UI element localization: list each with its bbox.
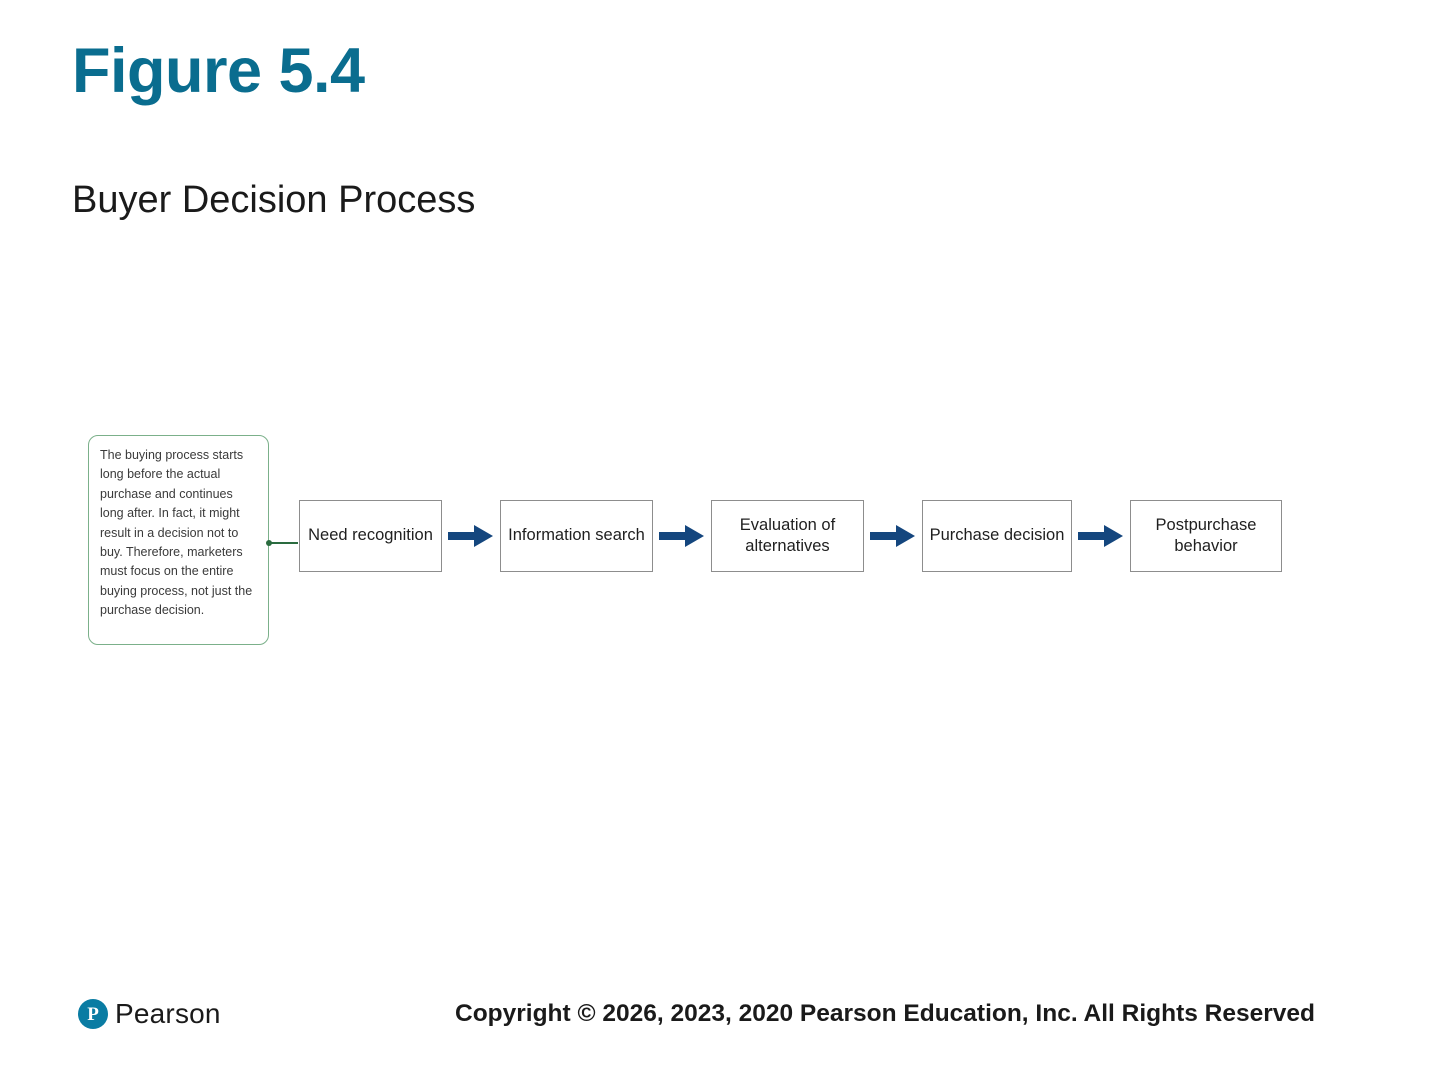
flow-node-label: Evaluation of alternatives	[739, 515, 836, 555]
flow-node-information-search	[500, 500, 653, 572]
flow-node-evaluation-of-alternatives	[711, 500, 864, 572]
callout-connector-line	[269, 542, 298, 544]
pearson-mark-icon: P	[78, 999, 108, 1029]
arrow-icon	[442, 522, 500, 550]
flow-node-label: Need recognition	[308, 526, 433, 545]
pearson-wordmark: Pearson	[115, 998, 221, 1029]
flow-sequence	[299, 500, 1282, 572]
flow-node-label: Information search	[508, 526, 645, 545]
flow-node-purchase-decision	[922, 500, 1072, 572]
flow-node-need-recognition	[299, 500, 442, 572]
buyer-decision-process-diagram	[88, 430, 1368, 660]
page-title: Figure 5.4	[72, 36, 365, 106]
flow-node-label: Purchase decision	[929, 526, 1065, 545]
flow-node-postpurchase-behavior	[1130, 500, 1282, 572]
pearson-logo	[78, 998, 221, 1030]
arrow-icon	[1072, 522, 1130, 550]
flow-node-label: Postpurchase behavior	[1155, 515, 1257, 555]
page-subtitle: Buyer Decision Process	[72, 179, 476, 221]
arrow-icon	[653, 522, 711, 550]
callout-note: The buying process starts long before the actual purchase and continues long after. In fact, it might result in a decision not to buy. Therefore, marketers must focus on the entire buying process, not just the purchase decision.	[88, 435, 269, 645]
arrow-icon	[864, 522, 922, 550]
copyright-text: Copyright © 2026, 2023, 2020 Pearson Education, Inc. All Rights Reserved	[455, 1000, 1315, 1027]
